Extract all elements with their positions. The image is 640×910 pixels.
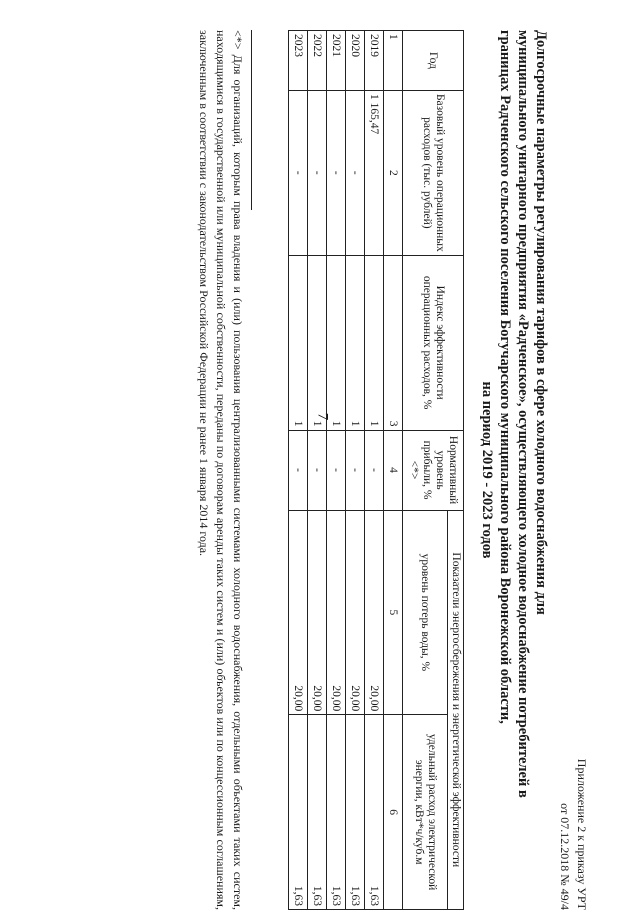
header-year: Год: [403, 31, 464, 91]
table-row: [365, 31, 384, 910]
footnote: <*> Для организаций, которым права владения и (или) пользования централизованными системами холодного водоснабжения, отдельными объектами таких систем, находящимися в государственной или муниципальной собственности, переданы по договорам аренды таких систем и (или) объектов или по концессионным соглашениям, заключенным в соответствии с законодательством Российской Федерации не ранее 1 января 2014 года.: [197, 30, 245, 910]
normative-profit-cell: -: [346, 430, 365, 510]
specific-energy-cell: 1,63: [289, 715, 308, 910]
normative-profit-cell: -: [327, 430, 346, 510]
table-row: [308, 31, 327, 910]
column-number: 1: [384, 31, 403, 91]
appendix-reference: [556, 759, 590, 910]
year-cell: 2022: [308, 31, 327, 91]
year-cell: 2019: [365, 31, 384, 91]
rotated-document-body: [0, 30, 590, 910]
water-loss-cell: 20,00: [308, 510, 327, 715]
header-energy-group: Показатели энергосбережения и энергетической эффективности: [448, 510, 464, 909]
base-level-cell: 1 165,47: [365, 90, 384, 255]
year-cell: 2021: [327, 31, 346, 91]
base-level-cell: -: [327, 90, 346, 255]
header-normative-profit: Нормативный уровень прибыли, % <*>: [403, 430, 464, 510]
table-row: [346, 31, 365, 910]
water-loss-cell: 20,00: [327, 510, 346, 715]
efficiency-index-cell: 1: [346, 255, 365, 430]
base-level-cell: -: [346, 90, 365, 255]
specific-energy-cell: 1,63: [327, 715, 346, 910]
page-number: 7: [314, 412, 331, 421]
column-number: 4: [384, 430, 403, 510]
efficiency-index-cell: 1: [308, 255, 327, 430]
efficiency-index-cell: 1: [365, 255, 384, 430]
table-header-row: [448, 31, 464, 910]
water-loss-cell: 20,00: [289, 510, 308, 715]
year-cell: 2023: [289, 31, 308, 91]
header-water-loss: уровень потерь воды, %: [403, 510, 448, 715]
column-number: 3: [384, 255, 403, 430]
column-number: 2: [384, 90, 403, 255]
footnote-divider: [251, 30, 252, 210]
year-cell: 2020: [346, 31, 365, 91]
title-line-4: на период 2019 - 2023 годов: [479, 381, 495, 559]
water-loss-cell: 20,00: [346, 510, 365, 715]
appendix-line-1: Приложение 2 к приказу УРТ: [575, 758, 589, 910]
normative-profit-cell: -: [365, 430, 384, 510]
water-loss-cell: 20,00: [365, 510, 384, 715]
specific-energy-cell: 1,63: [346, 715, 365, 910]
title-line-1: Долгосрочные параметры регулирования тарифов в сфере холодного водоснабжения для: [533, 30, 549, 615]
column-number: 5: [384, 510, 403, 715]
column-number-row: [384, 31, 403, 910]
appendix-order-date-number: от 07.12.2018 № 49/4: [558, 803, 572, 910]
normative-profit-cell: -: [308, 430, 327, 510]
document-title: [478, 30, 550, 910]
tariff-parameters-table: [288, 30, 464, 910]
specific-energy-cell: 1,63: [308, 715, 327, 910]
specific-energy-cell: 1,63: [365, 715, 384, 910]
header-efficiency-index: Индекс эффективности операционных расходов, %: [403, 255, 464, 430]
title-line-3: границах Радченского сельского поселения Богучарского муниципального района Воронежской области,: [497, 30, 513, 724]
column-number: 6: [384, 715, 403, 910]
table-row: [289, 31, 308, 910]
header-base-level: Базовый уровень операционных расходов (тыс. рублей): [403, 90, 464, 255]
base-level-cell: -: [289, 90, 308, 255]
table-row: [327, 31, 346, 910]
title-line-2: муниципального унитарного предприятия «Радченское», осуществляющего холодное водоснабжение потребителей в: [515, 30, 531, 798]
efficiency-index-cell: 1: [289, 255, 308, 430]
header-specific-energy: удельный расход электрической энергии, кВт*ч/куб.м: [403, 715, 448, 910]
normative-profit-cell: -: [289, 430, 308, 510]
base-level-cell: -: [308, 90, 327, 255]
efficiency-index-cell: 1: [327, 255, 346, 430]
